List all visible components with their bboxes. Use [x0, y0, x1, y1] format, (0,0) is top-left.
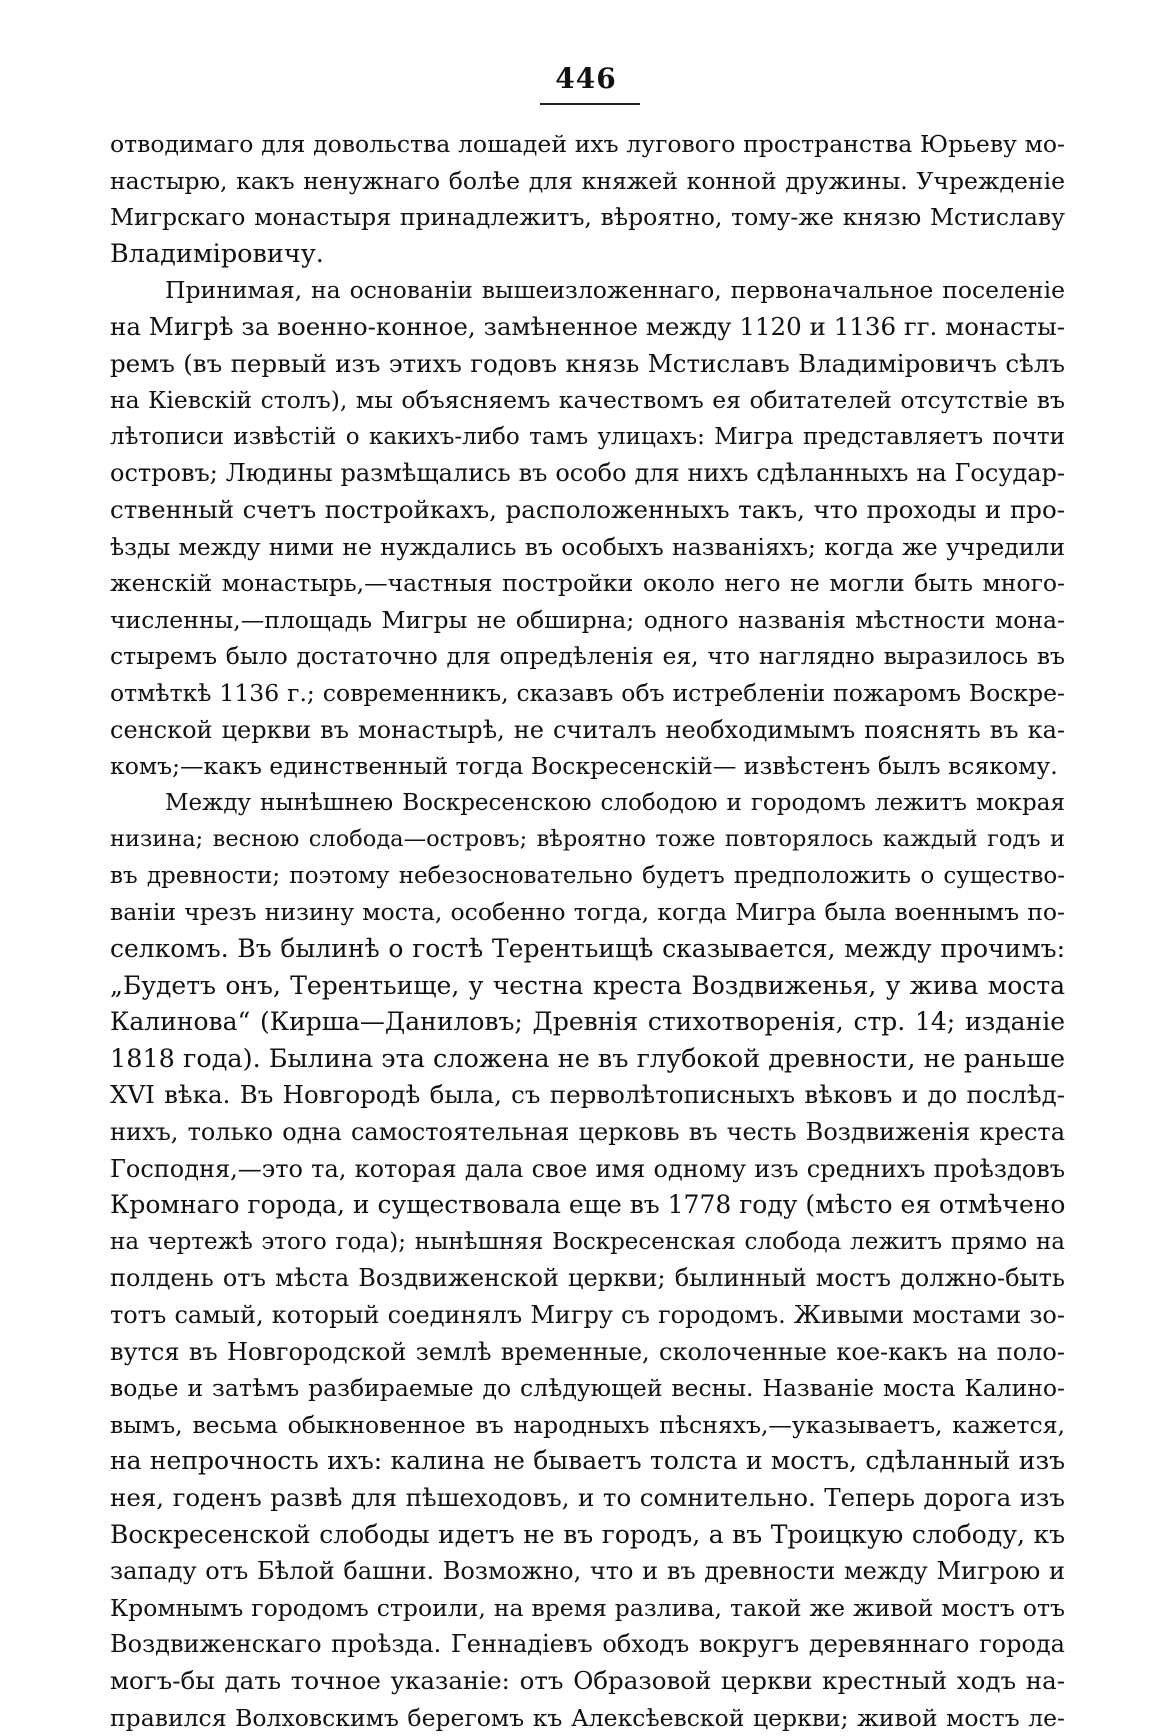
- body-text: [110, 126, 1065, 1736]
- text-line: ремъ (въ первый изъ этихъ годовъ князь Мстиславъ Владиміровичъ сѣлъ: [110, 348, 1065, 378]
- text-line: тотъ самый, который соединялъ Мигру съ городомъ. Живыми мостами зо-: [110, 1301, 1065, 1329]
- page-number: 446: [555, 62, 617, 95]
- text-line: ваніи чрезъ низину моста, особенно тогда, когда Мигра была военнымъ по-: [110, 898, 1065, 927]
- text-line: ѣзды между ними не нуждались въ особыхъ названіяхъ; когда же учредили: [110, 532, 1065, 561]
- text-line: лѣтописи извѣстій о какихъ-либо тамъ улицахъ: Мигра представляетъ почти: [110, 423, 1065, 450]
- text-line: могъ-бы дать точное указаніе: отъ Образовой церкви крестный ходъ на-: [110, 1665, 1065, 1695]
- text-line: на Мигрѣ за военно-конное, замѣненное между 1120 и 1136 гг. монасты-: [110, 311, 1065, 341]
- text-line: нея, годенъ развѣ для пѣшеходовъ, и то сомнительно. Теперь дорога изъ: [110, 1482, 1065, 1512]
- text-line: Калинова“ (Кирша—Даниловъ; Древнія стихотворенія, стр. 14; изданіе: [110, 1007, 1065, 1037]
- text-line: водье и затѣмъ разбираемые до слѣдующей весны. Названіе моста Калино-: [110, 1374, 1065, 1403]
- text-line: правился Волховскимъ берегомъ къ Алексѣевской церкви; живой мостъ ле-: [110, 1703, 1065, 1732]
- text-line: женскій монастырь,—частныя постройки около него не могли быть много-: [110, 569, 1065, 598]
- text-line: комъ;—какъ единственный тогда Воскресенскій— извѣстенъ былъ всякому.: [110, 752, 1058, 781]
- text-line: западу отъ Бѣлой башни. Возможно, что и въ древности между Мигрою и: [110, 1557, 1065, 1586]
- text-line: въ древности; поэтому небезосновательно будетъ предположить о существо-: [110, 862, 1065, 889]
- text-line: Владиміровичу.: [110, 238, 324, 269]
- text-line: XVI вѣка. Въ Новгородѣ была, съ перволѣтописныхъ вѣковъ и до послѣд-: [110, 1080, 1065, 1110]
- text-line: Воздвиженскаго проѣзда. Геннадіевъ обходъ вокругъ деревяннаго города: [110, 1630, 1065, 1659]
- text-line: стыремъ было достаточно для опредѣленія ея, что наглядно выразилось въ: [110, 642, 1065, 671]
- text-line: Кромнымъ городомъ строили, на время разлива, такой же живой мостъ отъ: [110, 1593, 1065, 1622]
- text-line: отводимаго для довольства лошадей ихъ лугового пространства Юрьеву мо-: [110, 130, 1065, 158]
- text-line: Кромнаго города, и существовала еще въ 1778 году (мѣсто ея отмѣчено: [110, 1190, 1065, 1220]
- text-line: на Кіевскій столъ), мы объясняемъ качествомъ ея обитателей отсутствіе въ: [110, 386, 1065, 415]
- header-rule: [540, 103, 640, 105]
- text-line: вымъ, весьма обыкновенное въ народныхъ пѣсняхъ,—указываетъ, кажется,: [110, 1410, 1065, 1439]
- text-line: отмѣткѣ 1136 г.; современникъ, сказавъ объ истребленіи пожаромъ Воскре-: [110, 678, 1065, 707]
- text-line: полдень отъ мѣста Воздвиженской церкви; былинный мостъ должно-быть: [110, 1264, 1065, 1293]
- text-line: селкомъ. Въ былинѣ о гостѣ Терентьищѣ сказывается, между прочимъ:: [110, 934, 1065, 964]
- text-line: Воскресенской слободы идетъ не въ городъ, а въ Троицкую слободу, къ: [110, 1519, 1065, 1549]
- text-line: на чертежѣ этого года); нынѣшняя Воскресенская слобода лежитъ прямо на: [110, 1228, 1065, 1255]
- text-line: Господня,—это та, которая дала свое имя одному изъ среднихъ проѣздовъ: [110, 1154, 1065, 1183]
- text-line: нихъ, только одна самостоятельная церковь въ честь Воздвиженія креста: [110, 1118, 1065, 1147]
- text-line: ственный счетъ постройкахъ, расположенныхъ такъ, что проходы и про-: [110, 494, 1065, 524]
- text-line: 1818 года). Былина эта сложена не въ глубокой древности, не раньше: [110, 1043, 1065, 1074]
- text-line: настырю, какъ ненужнаго болѣе для княжей конной дружины. Учрежденіе: [110, 166, 1065, 195]
- text-line: вутся въ Новгородской землѣ временные, сколоченные кое-какъ на поло-: [110, 1337, 1065, 1366]
- text-line: сенской церкви въ монастырѣ, не считалъ необходимымъ пояснять въ ка-: [110, 715, 1065, 744]
- text-line: „Будетъ онъ, Терентьище, у честна креста Воздвиженья, у жива моста: [110, 970, 1065, 1000]
- text-line: островъ; Людины размѣщались въ особо для нихъ сдѣланныхъ на Государ-: [110, 459, 1065, 488]
- text-line: Мигрскаго монастыря принадлежитъ, вѣроятно, тому-же князю Мстиславу: [110, 203, 1065, 232]
- text-line: численны,—площадь Мигры не обширна; одного названія мѣстности мона-: [110, 605, 1065, 634]
- text-line: низина; весною слобода—островъ; вѣроятно тоже повторялось каждый годъ и: [110, 826, 1065, 853]
- text-line: на непрочность ихъ: калина не бываетъ толста и мостъ, сдѣланный изъ: [110, 1446, 1065, 1476]
- paragraph-start-line: Принимая, на основаніи вышеизложеннаго, первоначальное поселеніе: [165, 276, 1065, 305]
- paragraph-start-line: Между нынѣшнею Воскресенскою слободою и городомъ лежитъ мокрая: [165, 789, 1065, 816]
